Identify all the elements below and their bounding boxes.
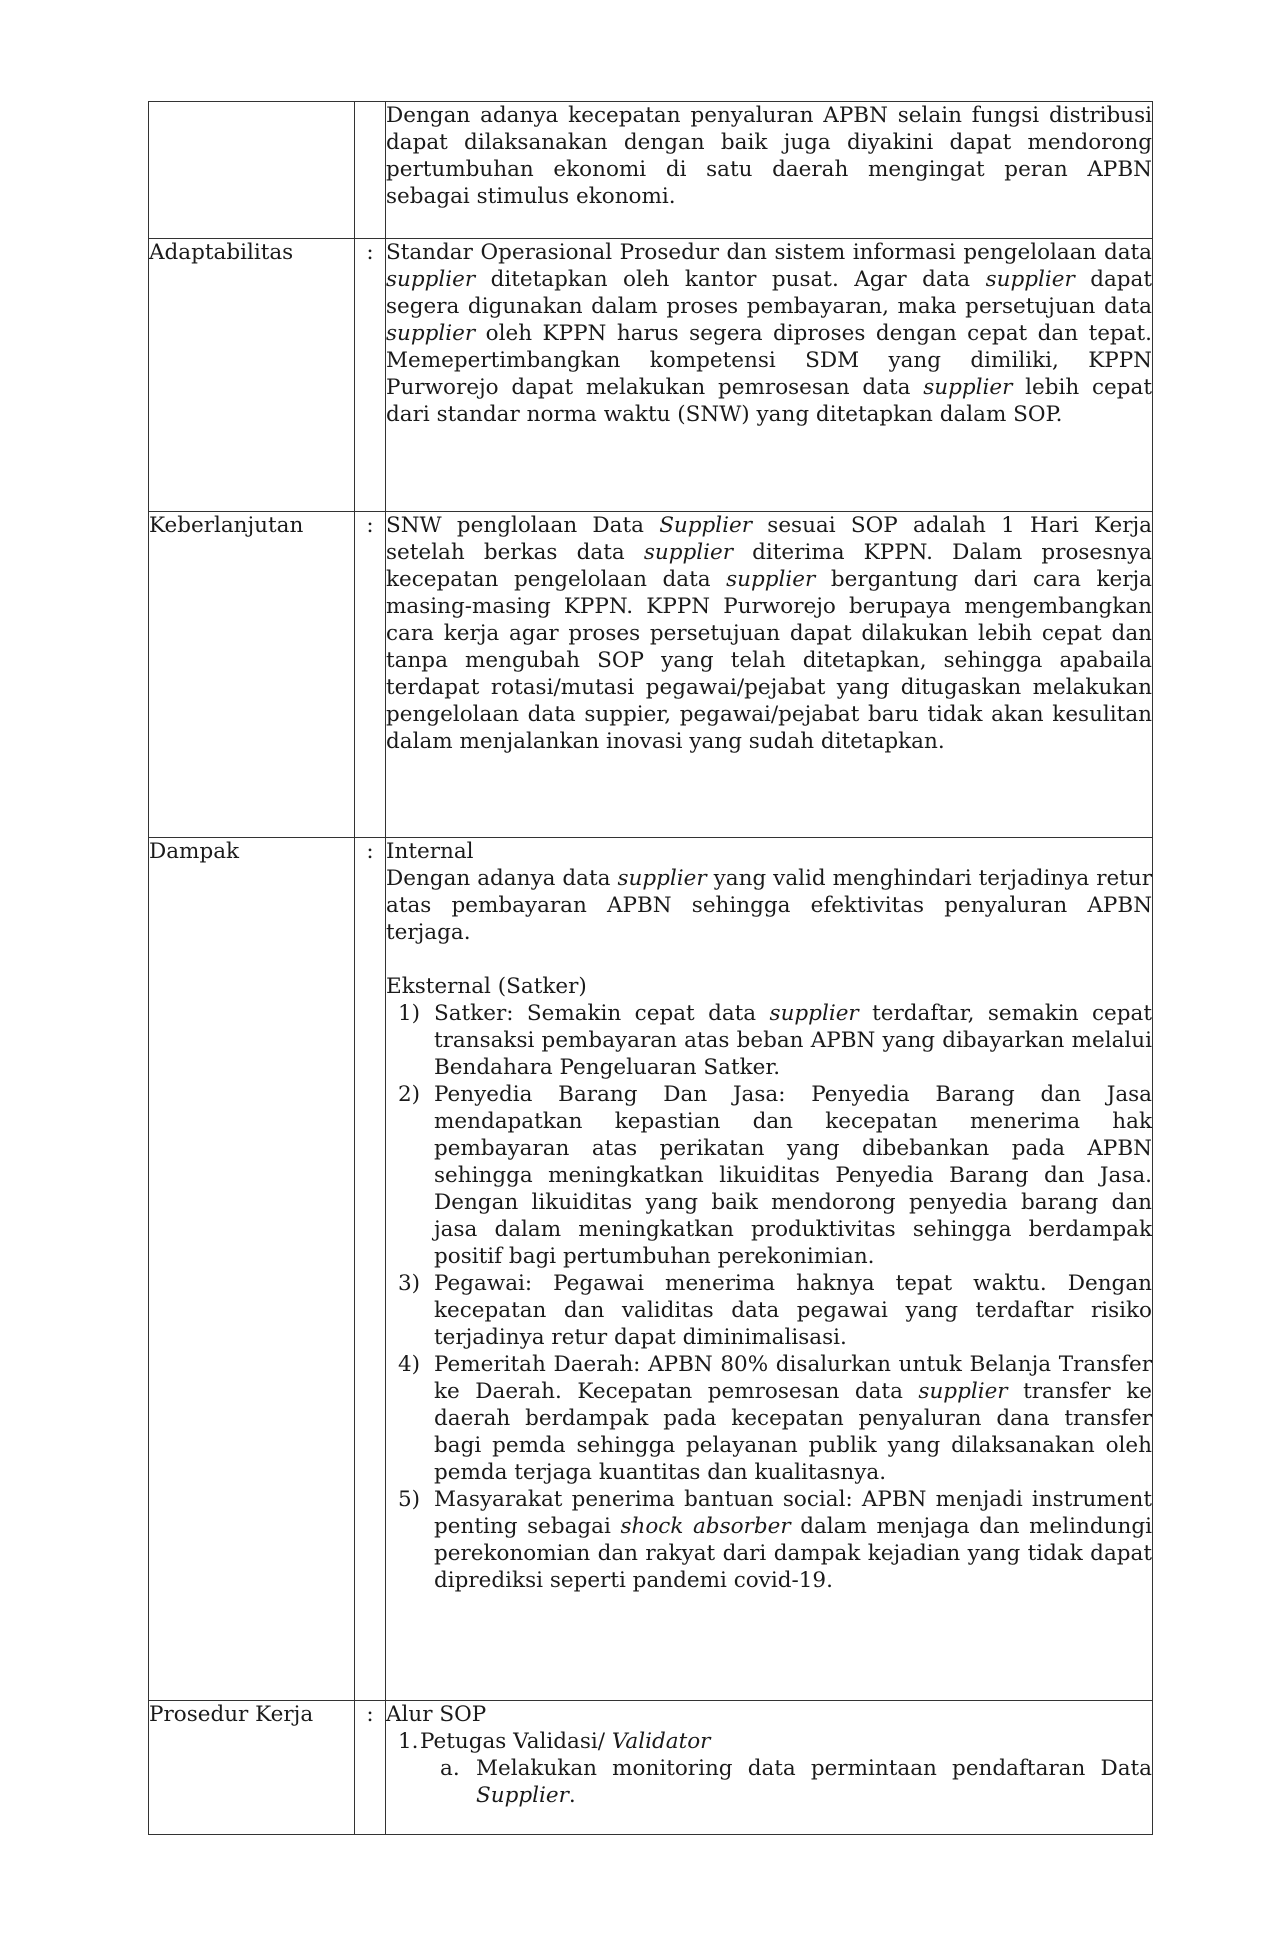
innovation-table xyxy=(148,101,1153,1835)
sop-substep-text: Melakukan monitoring data permintaan pendaftaran Data Supplier. xyxy=(476,1756,1152,1808)
list-item xyxy=(386,1000,1152,1081)
list-item xyxy=(386,1486,1152,1594)
row-content-keberlanjutan: SNW penglolaan Data Supplier sesuai SOP adalah 1 Hari Kerja setelah berkas data supplier diterima KPPN. Dalam prosesnya kecepatan pengelolaan data supplier bergantung dari cara kerja masing-masing KPPN. KPPN Purworejo berupaya mengembangkan cara kerja agar proses persetujuan dapat dilakukan lebih cepat dan tanpa mengubah SOP yang telah ditetapkan, sehingga apabaila terdapat rotasi/mutasi pegawai/pejabat yang ditugaskan melakukan pengelolaan data suppier, pegawai/pejabat baru tidak akan kesulitan dalam menjalankan inovasi yang sudah ditetapkan. xyxy=(386,512,1153,838)
row-label-dampak: Dampak xyxy=(149,838,355,1701)
list-item xyxy=(386,1081,1152,1270)
list-item-text: Pemeritah Daerah: APBN 80% disalurkan untuk Belanja Transfer ke Daerah. Kecepatan pemrosesan data supplier transfer ke daerah berdampak pada kecepatan penyaluran dana transfer bagi pemda sehingga pelayanan publik yang dilaksanakan oleh pemda terjaga kuantitas dan kualitasnya. xyxy=(434,1352,1152,1485)
row-colon: : xyxy=(355,512,386,838)
spacer xyxy=(386,946,1152,973)
table-row xyxy=(149,239,1153,512)
row-content-adaptabilitas: Standar Operasional Prosedur dan sistem informasi pengelolaan data supplier ditetapkan oleh kantor pusat. Agar data supplier dapat segera digunakan dalam proses pembayaran, maka persetujuan data supplier oleh KPPN harus segera diproses dengan cepat dan tepat. Memepertimbangkan kompetensi SDM yang dimiliki, KPPN Purworejo dapat melakukan pemrosesan data supplier lebih cepat dari standar norma waktu (SNW) yang ditetapkan dalam SOP. xyxy=(386,239,1153,512)
list-item-text: Masyarakat penerima bantuan social: APBN menjadi instrument penting sebagai shock absorber dalam menjaga dan melindungi perekonomian dan rakyat dari dampak kejadian yang tidak dapat diprediksi seperti pandemi covid-19. xyxy=(434,1487,1152,1593)
sop-substep-marker: a. xyxy=(440,1756,460,1781)
row-label-adaptabilitas: Adaptabilitas xyxy=(149,239,355,512)
row-colon: : xyxy=(355,239,386,512)
sop-step-marker: 1. xyxy=(398,1729,419,1754)
table-row xyxy=(149,512,1153,838)
table-row xyxy=(149,1701,1153,1835)
row-label xyxy=(149,102,355,239)
row-colon: : xyxy=(355,1701,386,1835)
internal-heading: Internal xyxy=(386,839,474,864)
row-content-prosedur xyxy=(386,1701,1153,1835)
table-row xyxy=(149,102,1153,239)
sop-heading: Alur SOP xyxy=(386,1702,487,1727)
list-item-text: Satker: Semakin cepat data supplier terdaftar, semakin cepat transaksi pembayaran atas beban APBN yang dibayarkan melalui Bendahara Pengeluaran Satker. xyxy=(434,1001,1153,1080)
eksternal-heading: Eksternal (Satker) xyxy=(386,974,587,999)
sop-substep xyxy=(386,1755,1152,1809)
list-marker: 5) xyxy=(398,1487,421,1512)
eksternal-list xyxy=(386,1000,1152,1594)
list-item xyxy=(386,1351,1152,1486)
list-marker: 1) xyxy=(398,1001,421,1026)
list-item-text: Pegawai: Pegawai menerima haknya tepat waktu. Dengan kecepatan dan validitas data pegawai yang terdaftar risiko terjadinya retur dapat diminimalisasi. xyxy=(434,1271,1152,1350)
list-marker: 3) xyxy=(398,1271,421,1296)
table-row xyxy=(149,838,1153,1701)
list-item-text: Penyedia Barang Dan Jasa: Penyedia Barang dan Jasa mendapatkan kepastian dan kecepatan menerima hak pembayaran atas perikatan yang dibebankan pada APBN sehingga meningkatkan likuiditas Penyedia Barang dan Jasa. Dengan likuiditas yang baik mendorong penyedia barang dan jasa dalam meningkatkan produktivitas sehingga berdampak positif bagi pertumbuhan perekonimian. xyxy=(434,1082,1152,1269)
row-label-prosedur: Prosedur Kerja xyxy=(149,1701,355,1835)
internal-text: Dengan adanya data supplier yang valid menghindari terjadinya retur atas pembayaran APBN sehingga efektivitas penyaluran APBN terjaga. xyxy=(386,866,1152,945)
list-marker: 4) xyxy=(398,1352,421,1377)
row-content-dampak xyxy=(386,838,1153,1701)
row-content-distribusi: Dengan adanya kecepatan penyaluran APBN selain fungsi distribusi dapat dilaksanakan dengan baik juga diyakini dapat mendorong pertumbuhan ekonomi di satu daerah mengingat peran APBN sebagai stimulus ekonomi. xyxy=(386,102,1153,239)
row-label-keberlanjutan: Keberlanjutan xyxy=(149,512,355,838)
row-colon xyxy=(355,102,386,239)
list-item xyxy=(386,1270,1152,1351)
row-colon: : xyxy=(355,838,386,1701)
list-marker: 2) xyxy=(398,1082,421,1107)
sop-step xyxy=(386,1728,1152,1755)
sop-step-text: Petugas Validasi/ Validator xyxy=(420,1729,711,1754)
